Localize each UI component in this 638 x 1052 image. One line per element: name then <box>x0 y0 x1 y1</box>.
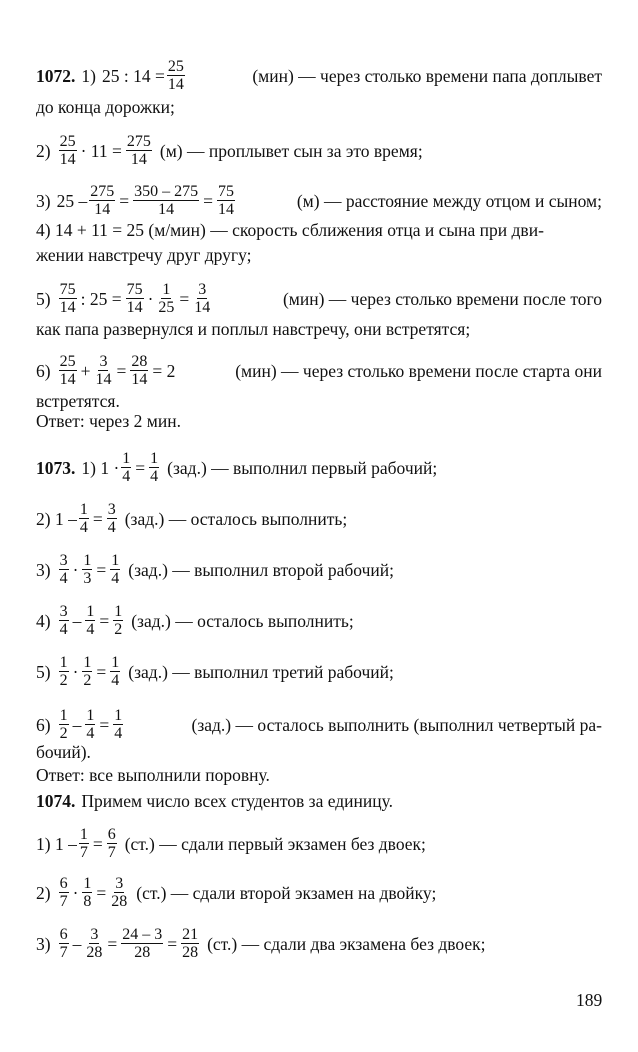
step-text: (мин) — через столько времени после старта они <box>235 360 602 381</box>
step-label: 2) <box>36 140 51 161</box>
operator: = <box>92 508 103 529</box>
problem-1072-step-5-continued <box>36 318 602 340</box>
step-text: бочий). <box>36 742 91 762</box>
step-text: (мин) — через столько времени после того <box>282 288 602 309</box>
operator: = <box>135 457 146 478</box>
operator: = <box>96 882 107 903</box>
expression: 25 – <box>56 190 88 211</box>
fraction: $\frac{275}{14}$ <box>90 183 115 218</box>
step-label: 3) <box>36 190 51 211</box>
fraction: $\frac{1}{4}$ <box>114 707 123 742</box>
problem-1073-step-6 <box>36 707 602 742</box>
operator: · <box>72 559 79 580</box>
problem-1074-step-1 <box>36 826 602 861</box>
problem-1072-step-4-continued <box>36 244 602 266</box>
fraction: $\frac{3}{4}$ <box>59 603 68 638</box>
step-text: до конца дорожки; <box>36 97 175 117</box>
fraction: $\frac{75}{14}$ <box>59 281 76 316</box>
step-text: 4) 14 + 11 = 25 (м/мин) — скорость сближения отца и сына при дви- <box>36 220 544 240</box>
fraction: $\frac{21}{28}$ <box>182 926 199 961</box>
fraction: $\frac{1}{4}$ <box>122 450 131 485</box>
step-label: 5) <box>36 661 51 682</box>
problem-number: 1073. <box>36 457 76 478</box>
problem-1073-step-5 <box>36 654 602 689</box>
problem-1072-step-6 <box>36 353 602 388</box>
fraction: $\frac{1}{2}$ <box>83 654 92 689</box>
problem-1072-answer <box>36 410 602 432</box>
problem-number: 1074. <box>36 791 76 811</box>
step-text: (зад.) — выполнил второй рабочий; <box>128 559 394 580</box>
fraction: $\frac{6}{7}$ <box>59 875 68 910</box>
fraction: $\frac{6}{7}$ <box>59 926 68 961</box>
operator: = <box>119 190 130 211</box>
fraction: $\frac{1}{4}$ <box>86 603 95 638</box>
step-text: (зад.) — выполнил первый рабочий; <box>167 457 438 478</box>
operator: = <box>99 610 110 631</box>
fraction: $\frac{75}{14}$ <box>126 281 143 316</box>
fraction: $\frac{1}{4}$ <box>79 501 88 536</box>
operator: = <box>167 933 178 954</box>
fraction: $\frac{3}{4}$ <box>107 501 116 536</box>
fraction: $\frac{3}{28}$ <box>111 875 128 910</box>
fraction: $\frac{75}{14}$ <box>217 183 234 218</box>
operator: · <box>72 882 79 903</box>
fraction: $\frac{1}{3}$ <box>83 552 92 587</box>
fraction: $\frac{1}{2}$ <box>59 707 68 742</box>
problem-1074-step-3 <box>36 926 602 961</box>
step-text: жении навстречу друг другу; <box>36 245 252 265</box>
operator: = <box>96 559 107 580</box>
step-text: (зад.) — осталось выполнить (выполнил четвертый ра- <box>191 714 602 735</box>
problem-1074-step-2 <box>36 875 602 910</box>
operator: – <box>72 610 82 631</box>
fraction: $\frac{25}{14}$ <box>59 133 76 168</box>
step-text: Примем число всех студентов за единицу. <box>81 791 394 811</box>
step-text: (ст.) — сдали второй экзамен на двойку; <box>136 882 437 903</box>
step-label: 3) <box>36 559 51 580</box>
step-label: 2) 1 – <box>36 508 77 529</box>
step-label: 1) 1 – <box>36 833 77 854</box>
step-text: (мин) — через столько времени папа доплывет <box>252 65 602 86</box>
fraction: $\frac{350 - 275}{14}$ <box>134 183 199 218</box>
fraction: $\frac{1}{8}$ <box>83 875 92 910</box>
fraction: $\frac{3}{14}$ <box>95 353 112 388</box>
step-text: (м) — расстояние между отцом и сыном; <box>296 190 602 211</box>
problem-1074-intro <box>36 790 602 812</box>
problem-1073-step-2 <box>36 501 602 536</box>
operator: · <box>147 288 154 309</box>
fraction: $\frac{25}{14}$ <box>167 58 184 93</box>
step-text: встретятся. <box>36 391 120 411</box>
fraction: $\frac{1}{4}$ <box>86 707 95 742</box>
operator: + <box>80 360 91 381</box>
expression: 25 : 14 = <box>101 65 165 86</box>
problem-1073-step-3 <box>36 552 602 587</box>
operator: : 25 = <box>80 288 122 309</box>
step-text: как папа развернулся и поплыл навстречу, они встретятся; <box>36 319 471 339</box>
fraction: $\frac{3}{4}$ <box>59 552 68 587</box>
operator: = <box>179 288 190 309</box>
problem-1072-step-2 <box>36 133 602 168</box>
operator: = <box>116 360 127 381</box>
fraction: $\frac{24 - 3}{28}$ <box>122 926 163 961</box>
fraction: $\frac{1}{4}$ <box>150 450 159 485</box>
step-label: 5) <box>36 288 51 309</box>
operator: · 11 = <box>80 140 122 161</box>
problem-1072-step-6-continued <box>36 390 602 412</box>
step-label: 1) <box>81 65 96 86</box>
problem-1073-step-6-continued <box>36 741 602 763</box>
step-label: 1) 1 · <box>81 457 120 478</box>
problem-number: 1072. <box>36 65 76 86</box>
step-text: (зад.) — осталось выполнить; <box>124 508 348 529</box>
fraction: $\frac{275}{14}$ <box>126 133 151 168</box>
page-number: 189 <box>576 990 603 1010</box>
problem-1072-step-5 <box>36 281 602 316</box>
step-text: (м) — проплывет сын за это время; <box>159 140 423 161</box>
problem-1073-step-4 <box>36 603 602 638</box>
operator: – <box>72 714 82 735</box>
fraction: $\frac{1}{2}$ <box>59 654 68 689</box>
operator: = <box>107 933 118 954</box>
operator: = 2 <box>152 360 176 381</box>
operator: = <box>96 661 107 682</box>
fraction: $\frac{3}{14}$ <box>194 281 211 316</box>
answer-text: Ответ: через 2 мин. <box>36 411 181 431</box>
fraction: $\frac{25}{14}$ <box>59 353 76 388</box>
answer-text: Ответ: все выполнили поровну. <box>36 765 270 785</box>
step-label: 6) <box>36 714 51 735</box>
fraction: $\frac{6}{7}$ <box>107 826 116 861</box>
fraction: $\frac{1}{25}$ <box>158 281 175 316</box>
step-text: (ст.) — сдали два экзамена без двоек; <box>207 933 486 954</box>
fraction: $\frac{28}{14}$ <box>131 353 148 388</box>
fraction: $\frac{1}{4}$ <box>111 654 120 689</box>
step-text: (зад.) — осталось выполнить; <box>131 610 354 631</box>
problem-1072-step-1-continued <box>36 96 602 118</box>
step-text: (зад.) — выполнил третий рабочий; <box>128 661 394 682</box>
step-label: 4) <box>36 610 51 631</box>
step-text: (ст.) — сдали первый экзамен без двоек; <box>124 833 426 854</box>
fraction: $\frac{1}{4}$ <box>111 552 120 587</box>
operator: · <box>72 661 79 682</box>
fraction: $\frac{1}{7}$ <box>79 826 88 861</box>
fraction: $\frac{1}{2}$ <box>114 603 123 638</box>
problem-1073-step-1 <box>36 450 602 485</box>
fraction: $\frac{3}{28}$ <box>86 926 103 961</box>
problem-1073-answer <box>36 764 602 786</box>
operator: – <box>72 933 82 954</box>
operator: = <box>92 833 103 854</box>
problem-1072-step-1 <box>36 58 602 93</box>
operator: = <box>99 714 110 735</box>
step-label: 3) <box>36 933 51 954</box>
problem-1072-step-4 <box>36 219 602 241</box>
operator: = <box>203 190 213 211</box>
step-label: 6) <box>36 360 51 381</box>
problem-1072-step-3 <box>36 183 602 218</box>
step-label: 2) <box>36 882 51 903</box>
